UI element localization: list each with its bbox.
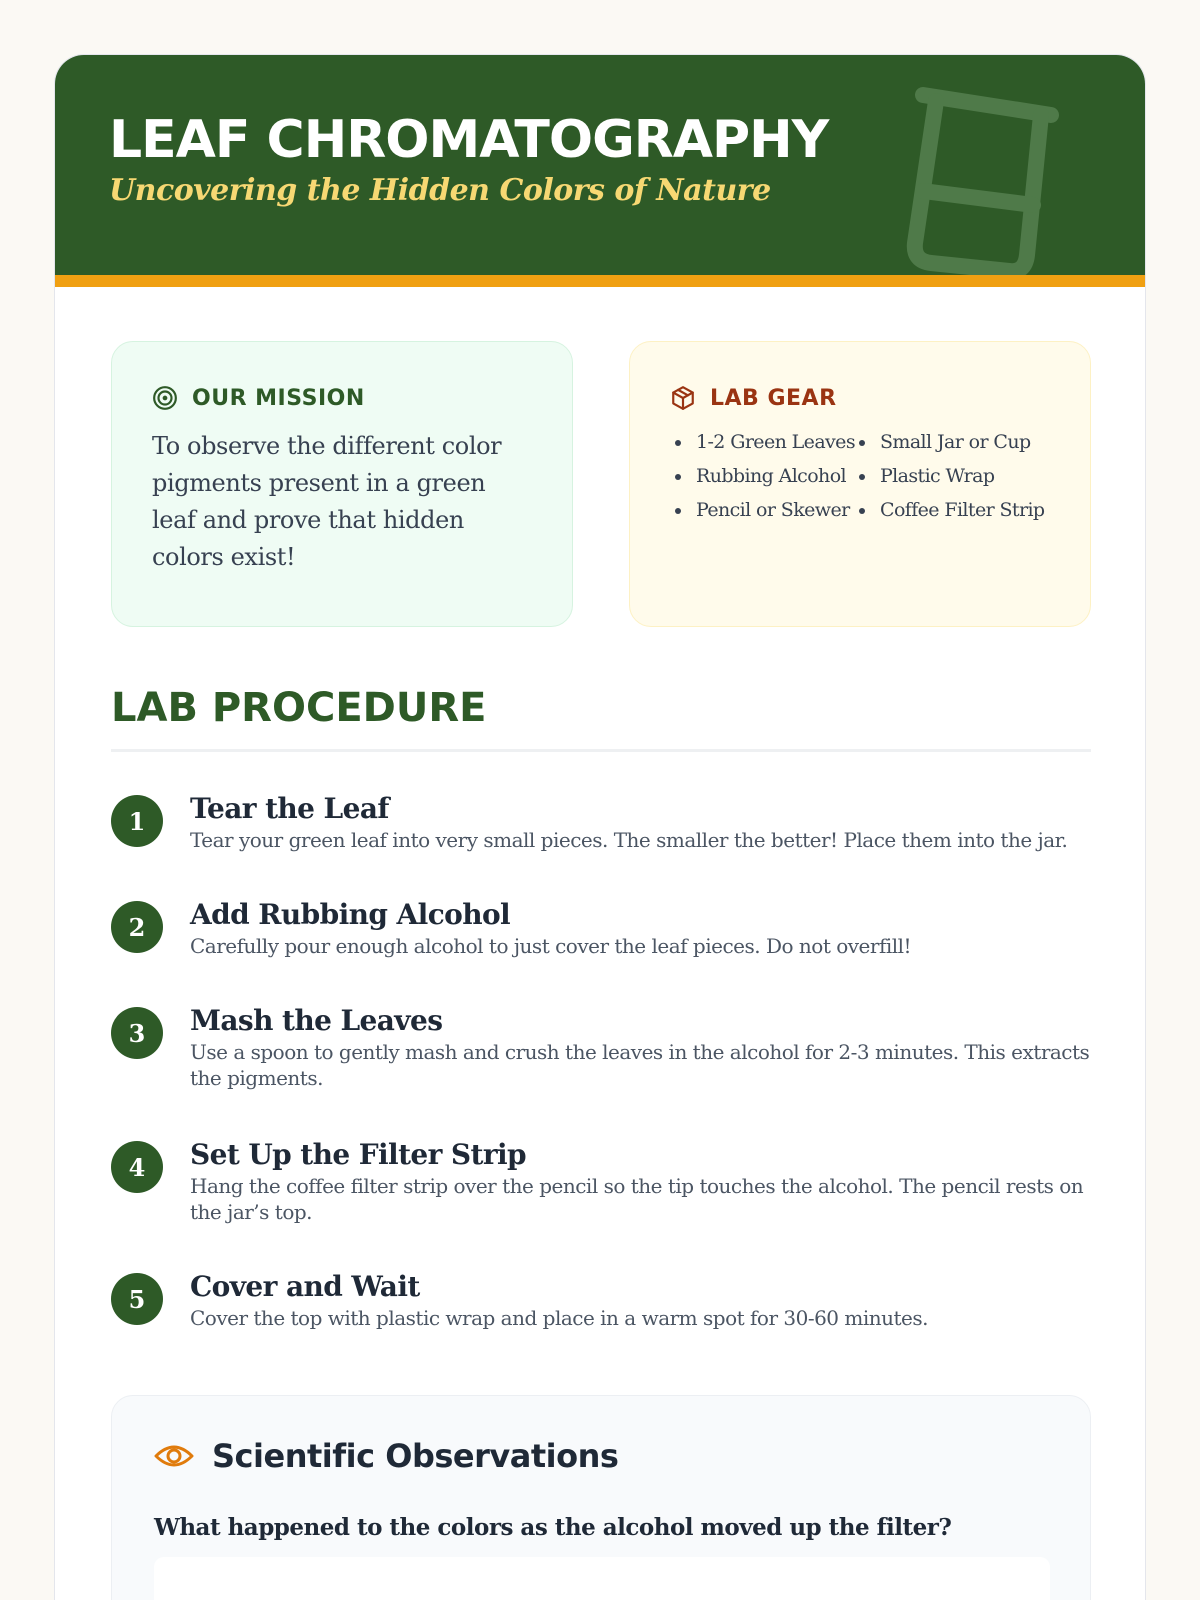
eye-icon (154, 1441, 194, 1471)
mission-heading-row (152, 384, 532, 412)
mission-heading: OUR MISSION (192, 385, 365, 411)
step-number: 2 (111, 901, 163, 953)
mission-text: To observe the different color pigments present in a green leaf and prove that hidden colors exist! (152, 432, 502, 571)
step-description: Cover the top with plastic wrap and place in a warm spot for 30-60 minutes. (190, 1306, 928, 1330)
gear-item: Rubbing Alcohol (670, 464, 854, 488)
gear-item: Small Jar or Cup (854, 430, 1044, 454)
step-title: Add Rubbing Alcohol (190, 898, 511, 931)
observation-answer-field[interactable] (154, 1557, 1050, 1600)
step-number: 1 (111, 795, 163, 847)
beaker-icon (901, 83, 1081, 283)
box-icon (670, 385, 696, 411)
gear-list (670, 430, 1050, 522)
step-description: Use a spoon to gently mash and crush the leaves in the alcohol for 2-3 minutes. This extracts the pigments. (190, 1040, 1090, 1090)
observations-card (111, 1395, 1091, 1600)
procedure-step (111, 1139, 1091, 1225)
worksheet-header (55, 55, 1145, 287)
procedure-step (111, 1005, 1091, 1091)
gear-card (629, 341, 1091, 627)
gear-item: 1-2 Green Leaves (670, 430, 854, 454)
step-number: 3 (111, 1007, 163, 1059)
procedure-step (111, 899, 1091, 959)
observation-question: What happened to the colors as the alcohol moved up the filter? (154, 1514, 952, 1541)
procedure-step (111, 1271, 1091, 1331)
step-title: Cover and Wait (190, 1270, 420, 1303)
info-cards (111, 341, 1091, 627)
page-title: LEAF CHROMATOGRAPHY (109, 110, 829, 170)
gear-item: Pencil or Skewer (670, 498, 854, 522)
step-number: 5 (111, 1273, 163, 1325)
gear-item: Coffee Filter Strip (854, 498, 1044, 522)
procedure-step (111, 793, 1091, 853)
step-description: Tear your green leaf into very small pieces. The smaller the better! Place them into the jar. (190, 828, 1068, 852)
step-title: Mash the Leaves (190, 1004, 443, 1037)
step-title: Set Up the Filter Strip (190, 1138, 527, 1171)
worksheet (54, 54, 1146, 1600)
observations-heading-row (154, 1436, 1048, 1476)
procedure-heading: LAB PROCEDURE (111, 685, 1091, 752)
step-description: Hang the coffee filter strip over the pencil so the tip touches the alcohol. The pencil rests on the jar’s top. (190, 1174, 1084, 1224)
gear-item: Plastic Wrap (854, 464, 1044, 488)
step-number: 4 (111, 1141, 163, 1193)
observations-heading: Scientific Observations (212, 1437, 619, 1475)
step-description: Carefully pour enough alcohol to just cover the leaf pieces. Do not overfill! (190, 934, 912, 958)
mission-card (111, 341, 573, 627)
gear-heading: LAB GEAR (710, 385, 837, 411)
step-title: Tear the Leaf (190, 792, 389, 825)
page-subtitle: Uncovering the Hidden Colors of Nature (109, 173, 771, 208)
gear-heading-row (670, 384, 1050, 412)
target-icon (152, 385, 178, 411)
